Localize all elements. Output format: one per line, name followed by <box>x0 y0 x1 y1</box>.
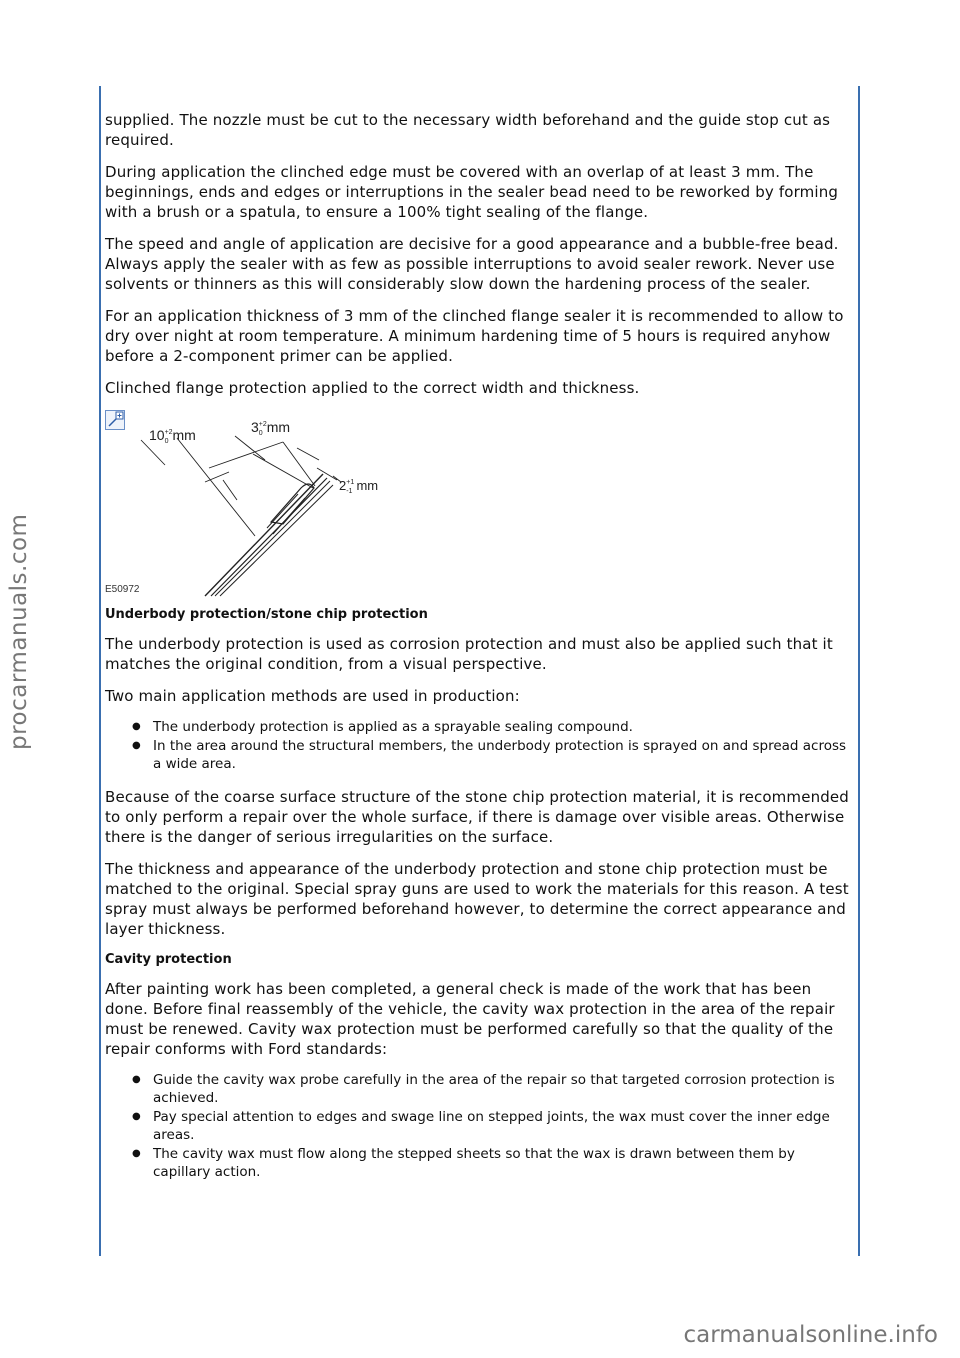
list-item: ● Pay special attention to edges and swage line on stepped joints, the wax must cover the inner edge areas. <box>153 1108 855 1144</box>
list-item: ● The underbody protection is applied as a sprayable sealing compound. <box>153 718 855 736</box>
side-watermark: procarmanuals.com <box>6 513 32 750</box>
paragraph: The speed and angle of application are decisive for a good appearance and a bubble-free bead. Always apply the sealer with as few as possible interruptions to avoid sealer rework. Never use solvents or thinners as this will considerably slow down the hardening process of the sealer. <box>105 235 839 293</box>
flange-diagram <box>105 410 405 598</box>
paragraph: The thickness and appearance of the underbody protection and stone chip protection must be matched to the original. Special spray guns are used to work the materials for this reason. A test spray must always be performed beforehand however, to determine the correct appearance and layer thickness. <box>105 860 849 938</box>
paragraph: Two main application methods are used in production: <box>105 687 520 705</box>
section-heading: Cavity protection <box>105 952 232 967</box>
paragraph: For an application thickness of 3 mm of the clinched flange sealer it is recommended to allow to dry over night at room temperature. A minimum hardening time of 5 hours is required anyhow before a 2-component primer can be applied. <box>105 307 844 365</box>
figure-caption: Clinched flange protection applied to the correct width and thickness. <box>105 379 640 397</box>
image-code: E50972 <box>105 584 140 595</box>
document-body <box>105 110 855 1195</box>
paragraph: supplied. The nozzle must be cut to the necessary width beforehand and the guide stop cut as required. <box>105 111 831 149</box>
list-item: ● Guide the cavity wax probe carefully in the area of the repair so that targeted corrosion protection is achieved. <box>153 1071 855 1107</box>
clinched-flange-figure <box>105 410 405 598</box>
bullet-list <box>105 718 855 773</box>
paragraph: Because of the coarse surface structure of the stone chip protection material, it is recommended to only perform a repair over the whole surface, if there is damage over visible areas. Otherwise there is the danger of serious irregularities on the surface. <box>105 788 849 846</box>
list-item: ● The cavity wax must flow along the stepped sheets so that the wax is drawn between them by capillary action. <box>153 1145 855 1181</box>
right-border-line <box>858 86 860 1256</box>
footer-watermark: carmanualsonline.info <box>683 1322 938 1348</box>
dim-label-thickness: $2^{+1}$ -1 mm <box>339 478 379 495</box>
list-item: ● In the area around the structural members, the underbody protection is sprayed on and spread across a wide area. <box>153 737 855 773</box>
bullet-list <box>105 1071 855 1181</box>
left-border-line <box>99 86 101 1256</box>
paragraph: After painting work has been completed, a general check is made of the work that has been done. Before final reassembly of the vehicle, the cavity wax protection in the area of the repair must be renewed. Cavity wax protection must be performed carefully so that the quality of the repair conforms with Ford standards: <box>105 980 835 1058</box>
dim-label-width: $10^{+2}$ 0 mm <box>149 427 196 445</box>
paragraph: The underbody protection is used as corrosion protection and must also be applied such that it matches the original condition, from a visual perspective. <box>105 635 833 673</box>
dim-label-overlap: $3^{+2}$ 0 mm <box>251 419 291 437</box>
paragraph: During application the clinched edge must be covered with an overlap of at least 3 mm. The beginnings, ends and edges or interruptions in the sealer bead need to be reworked by forming with a brush or a spatula, to ensure a 100% tight sealing of the flange. <box>105 163 839 221</box>
section-heading: Underbody protection/stone chip protection <box>105 607 428 622</box>
